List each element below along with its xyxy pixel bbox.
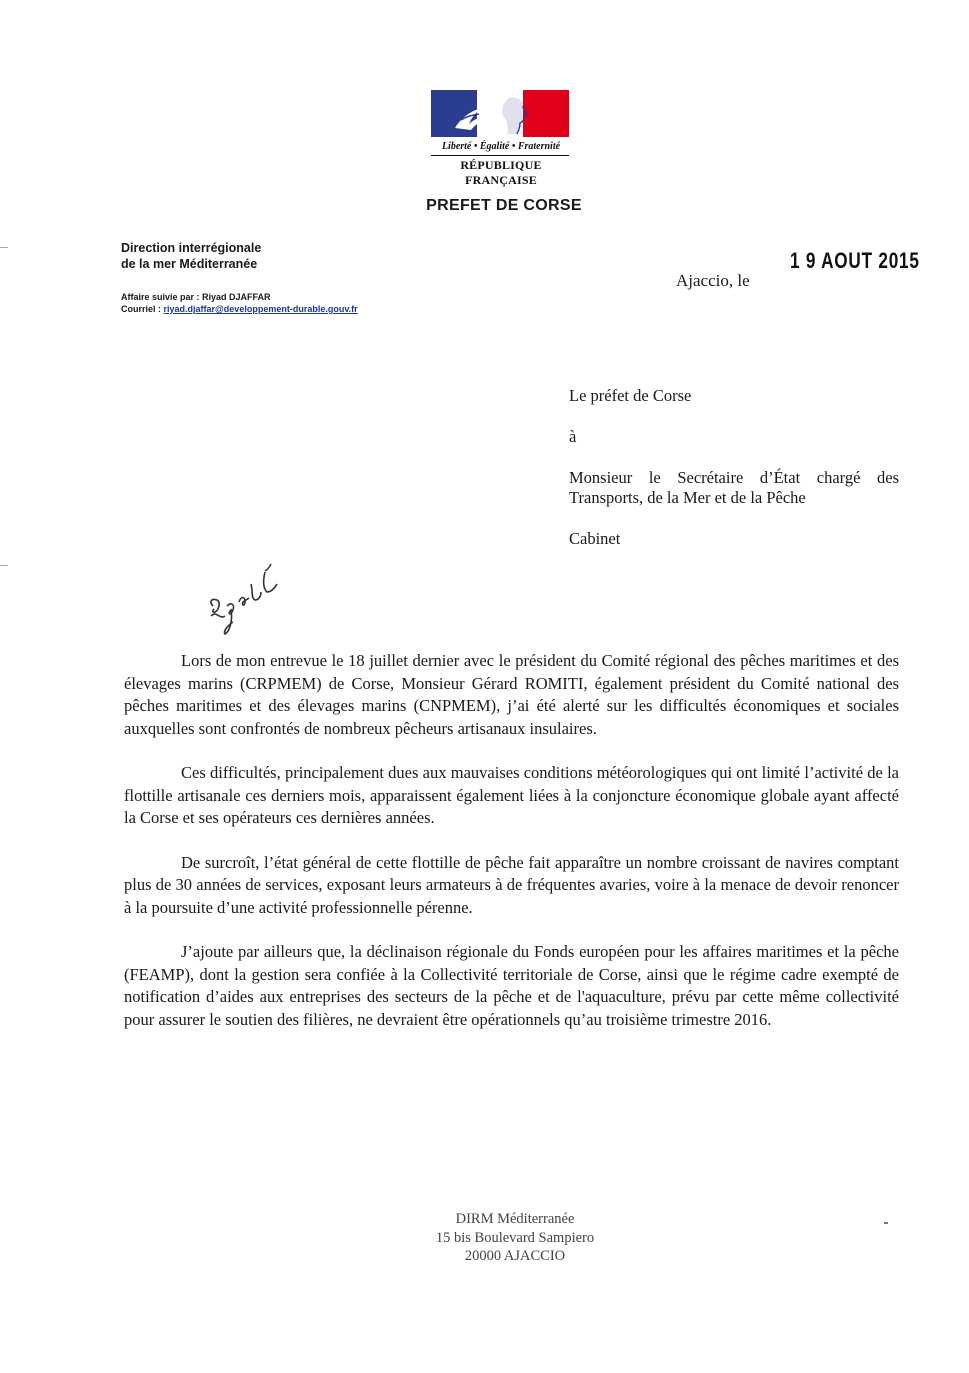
marianne-profile-icon: [431, 90, 569, 137]
direction-line-1: Direction interrégionale: [121, 241, 262, 255]
dateline-place: Ajaccio, le: [676, 271, 750, 290]
body-paragraph-4: J’ajoute par ailleurs que, la déclinaison régionale du Fonds européen pour les affaires maritimes et la pêche (FEAMP), dont la gestion sera confiée à la Collectivité territoriale de Corse, ainsi que le régime cadre exempté de notification d’aides aux entreprises des secteurs de la pêche et de l'aquaculture, prévu par cette même collectivité pour assurer le soutien des filières, ne devraient être opérationnels qu’au troisième trimestre 2016.: [124, 942, 899, 1029]
scan-dot: [884, 1222, 888, 1224]
footer-line-3: 20000 AJACCIO: [464, 1248, 566, 1264]
scan-mark: [0, 247, 8, 248]
addressee-line-1: Monsieur le Secrétaire d’État chargé des: [569, 468, 899, 487]
direction-line-2: de la mer Méditerranée: [121, 257, 258, 271]
letter-body: [124, 650, 899, 1053]
body-paragraph-2: Ces difficultés, principalement dues aux mauvaises conditions météorologiques qui ont limité l’activité de la flottille artisanale ces derniers mois, apparaissent également liées à la conjoncture économique globale ayant affecté la Corse et ses opérateurs ces dernières années.: [124, 763, 899, 827]
courriel-line: [121, 303, 358, 315]
republic-name: RÉPUBLIQUE FRANÇAISE: [460, 158, 542, 187]
footer-address: [400, 1210, 630, 1266]
page-title: PREFET DE CORSE: [426, 197, 582, 214]
to-word: à: [569, 427, 577, 446]
scan-mark: [0, 565, 8, 566]
handwritten-signe-annotation: [205, 562, 285, 637]
body-paragraph-1: Lors de mon entrevue le 18 juillet dernier avec le président du Comité régional des pêches maritimes et des élevages marins (CRPMEM) de Corse, Monsieur Gérard ROMITI, également président du Comité national des pêches maritimes et des élevages marins (CNPMEM), j’ai été alerté sur les difficultés économiques et sociales auxquelles sont confrontés de nombreux pêcheurs artisanaux insulaires.: [124, 651, 899, 738]
logo-divider: [431, 155, 569, 156]
recipient-block: [569, 386, 899, 549]
republic-motto: Liberté • Égalité • Fraternité: [441, 141, 561, 152]
contact-block: [121, 291, 358, 315]
sender-title: Le préfet de Corse: [569, 386, 692, 405]
addressee-service: Cabinet: [569, 529, 621, 548]
courriel-email-link[interactable]: riyad.djaffar@developpement-durable.gouv.fr: [163, 304, 358, 314]
sender-direction: [121, 240, 261, 272]
footer-line-2: 15 bis Boulevard Sampiero: [435, 1229, 595, 1246]
affaire-line: Affaire suivie par : Riyad DJAFFAR: [121, 292, 271, 302]
addressee-line-2: Transports, de la Mer et de la Pêche: [569, 488, 806, 507]
date-stamp: 1 9 AOUT 2015: [790, 248, 920, 273]
courriel-label: Courriel :: [121, 304, 164, 314]
footer-line-1: DIRM Méditerranée: [455, 1211, 575, 1227]
body-paragraph-3: De surcroît, l’état général de cette flottille de pêche fait apparaître un nombre croissant de navires comptant plus de 30 années de services, exposant leurs armateurs à de fréquentes avaries, voire à la menace de devoir renoncer à la poursuite d’une activité professionnelle pérenne.: [124, 852, 899, 917]
